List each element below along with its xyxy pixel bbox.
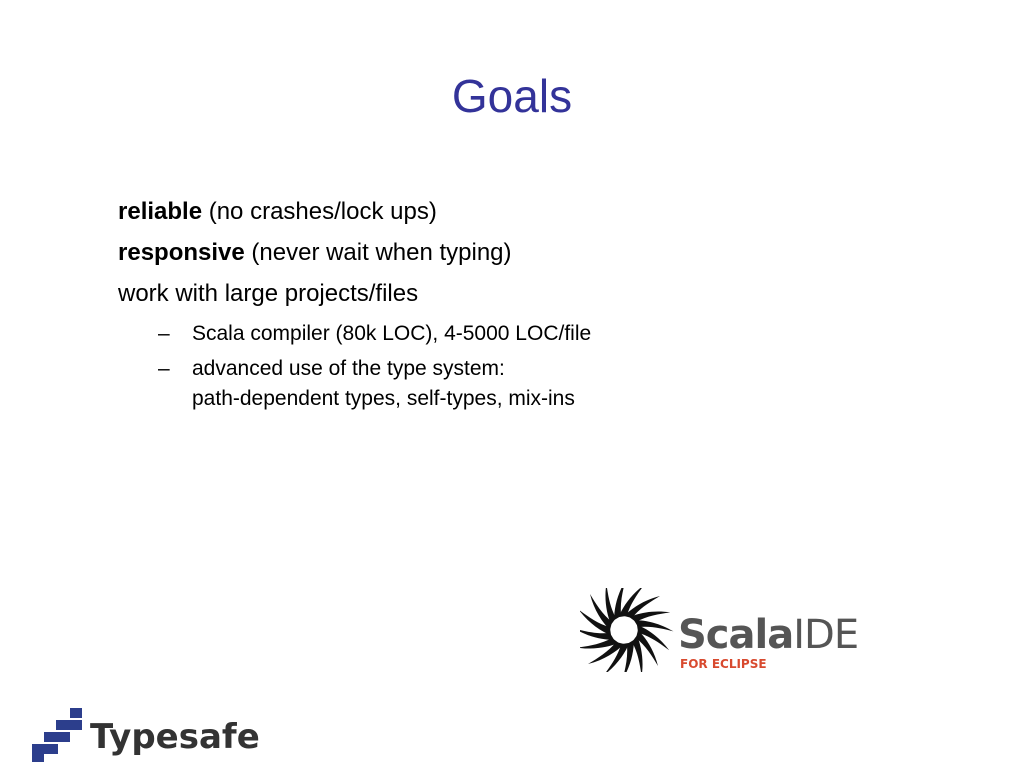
bullet-bold: responsive <box>118 239 245 266</box>
typesafe-logo <box>30 706 260 764</box>
ide-word: IDE <box>793 612 859 658</box>
bullet-item <box>118 278 591 310</box>
dash-marker: – <box>158 322 170 345</box>
bullet-item <box>118 237 591 269</box>
bullet-text: work with large projects/files <box>118 280 419 307</box>
bullet-text: (never wait when typing) <box>244 239 512 266</box>
bullet-text: (no crashes/lock ups) <box>202 198 437 225</box>
bullet-list <box>118 196 591 419</box>
sub-bullet-text: Scala compiler (80k LOC), 4-5000 LOC/file <box>192 322 592 345</box>
scala-word: Scala <box>678 612 794 658</box>
typesafe-wordmark: Typesafe <box>90 717 260 757</box>
slide-title: Goals <box>451 70 573 122</box>
typesafe-staircase-icon <box>32 708 82 762</box>
scala-ide-logo <box>580 588 860 672</box>
bullet-item <box>118 196 591 228</box>
scala-ide-swirl-icon <box>580 588 673 672</box>
scala-ide-word <box>678 612 858 658</box>
sub-bullet-item <box>118 319 591 349</box>
sub-bullet-item <box>118 354 591 414</box>
dash-marker: – <box>158 357 170 380</box>
sub-bullet-text: advanced use of the type system: <box>192 357 505 380</box>
bullet-bold: reliable <box>118 198 203 225</box>
for-eclipse-tagline: FOR ECLIPSE <box>680 657 767 671</box>
sub-bullet-text-continued: path-dependent types, self-types, mix-ins <box>192 387 575 410</box>
